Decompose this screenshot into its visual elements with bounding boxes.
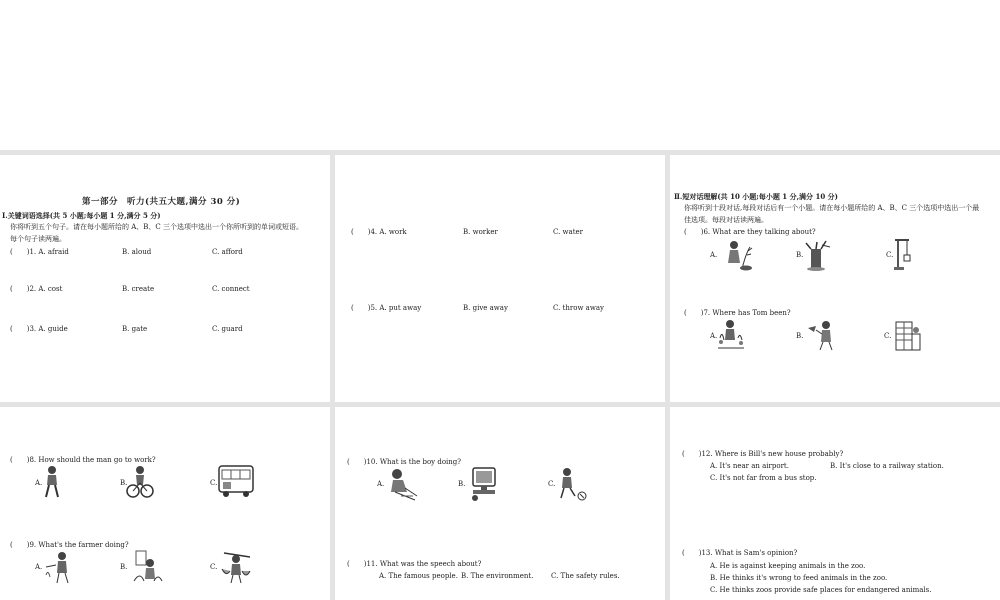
option-a: A. It's near an airport. [710,462,789,470]
section-title: Ⅱ.短对话理解(共 10 小题;每小题 1 分,满分 10 分) [674,192,838,201]
question-12-text: ( )12. Where is Bill's new house probably? [682,450,844,458]
question-4-option-c: C. water [553,228,584,236]
option-c-label: C. [884,332,892,340]
question-8-text: ( )8. How should the man go to work? [10,456,156,464]
option-b: B. It's close to a railway station. [830,462,944,470]
instruction-line-2: 佳选项。每段对话读两遍。 [684,216,768,224]
question-7-text: ( )7. Where has Tom been? [684,309,791,317]
page-panel-2 [335,155,665,402]
building-icon [892,318,922,352]
question-4-option-a: ( )4. A. work [351,228,407,236]
page-panel-3 [670,155,1000,402]
question-3-option-b: B. gate [122,325,148,333]
question-1-option-a: ( )1. A. afraid [10,248,69,256]
cyclist-icon [126,465,154,499]
crane-icon [892,237,916,271]
question-3-option-a: ( )3. A. guide [10,325,68,333]
option-c-label: C. [210,563,218,571]
bus-icon [216,463,256,499]
question-1-option-b: B. aloud [122,248,152,256]
option-c: C. It's not far from a bus stop. [710,474,817,482]
page-panel-6 [670,407,1000,600]
instruction-line-1: 你将听到五个句子。请在每小题所给的 A、B、C 三个选项中选出一个你所听到的单词或短语。 [10,223,304,231]
boy-kite-icon [806,318,840,352]
farmer-carrying-icon [218,549,254,585]
option-b-label: B. [796,251,804,259]
boy-writing-icon [385,466,419,502]
question-1-option-c: C. afford [212,248,243,256]
question-10-text: ( )10. What is the boy doing? [347,458,462,466]
section-title: Ⅰ.关键词语选择(共 5 小题;每小题 1 分,满分 5 分) [2,211,161,220]
option-b-label: B. [458,480,466,488]
instruction-line-1: 你将听到十段对话,每段对话后有一个小题。请在每小题所给的 A、B、C 三个选项中选出一个最 [684,204,980,212]
farmer-watering-icon [44,551,76,585]
boy-football-icon [555,466,589,502]
farmer-harvest-icon [130,549,164,585]
girl-plant-icon [724,239,754,271]
page-panel-1 [0,155,330,402]
question-13-text: ( )13. What is Sam's opinion? [682,549,798,557]
question-5-option-b: B. give away [463,304,508,312]
option-c: C. He thinks zoos provide safe places for endangered animals. [710,586,932,594]
option-a-label: A. [710,332,718,340]
tree-stump-icon [802,239,832,271]
question-2-option-b: B. create [122,285,155,293]
question-3-option-c: C. guard [212,325,243,333]
option-a-label: A. [35,479,43,487]
page-panel-5 [335,407,665,600]
option-a-label: A. [35,563,43,571]
option-b: B. The environment. [461,572,534,580]
option-c-label: C. [886,251,894,259]
top-blank-area [0,0,1000,150]
question-11-text: ( )11. What was the speech about? [347,560,482,568]
instruction-line-2: 每个句子读两遍。 [10,235,66,243]
question-2-option-a: ( )2. A. cost [10,285,63,293]
option-b-label: B. [120,563,128,571]
page-panel-4 [0,407,330,600]
option-c: C. The safety rules. [551,572,620,580]
question-5-option-c: C. throw away [553,304,604,312]
part-title: 第一部分 听力(共五大题,满分 30 分) [82,197,241,207]
option-a: A. He is against keeping animals in the zoo. [710,562,866,570]
option-a: A. The famous people. [379,572,458,580]
question-5-option-a: ( )5. A. put away [351,304,422,312]
option-c-label: C. [210,479,218,487]
walking-man-icon [42,465,62,499]
boy-flowers-icon [716,318,746,352]
option-b: B. He thinks it's wrong to feed animals in the zoo. [710,574,888,582]
option-b-label: B. [120,479,128,487]
option-a-label: A. [377,480,385,488]
option-a-label: A. [710,251,718,259]
question-4-option-b: B. worker [463,228,498,236]
option-b-label: B. [796,332,804,340]
question-6-text: ( )6. What are they talking about? [684,228,816,236]
question-2-option-c: C. connect [212,285,250,293]
computer-icon [467,466,501,502]
option-c-label: C. [548,480,556,488]
question-9-text: ( )9. What's the farmer doing? [10,541,129,549]
